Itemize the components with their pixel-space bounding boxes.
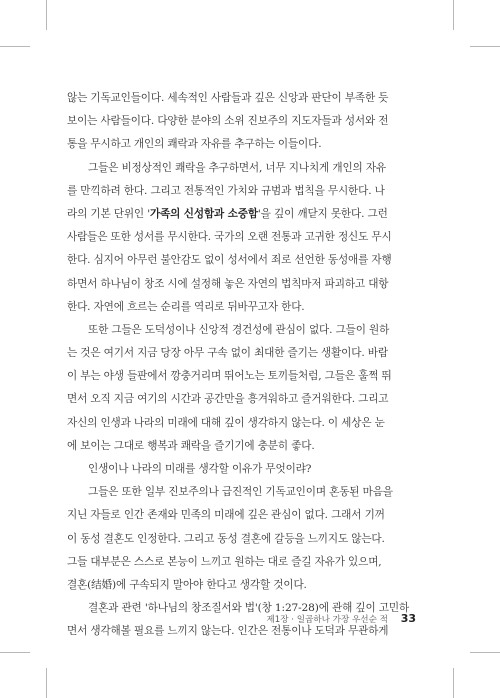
text-line: 사람들은 또한 성서를 무시한다. 국가의 오랜 전통과 고귀한 정신도 무시 xyxy=(67,231,392,244)
text-line: 통을 무시하고 개인의 쾌락과 자유를 추구하는 이들이다. xyxy=(67,138,322,151)
crop-mark-top-left-h xyxy=(0,46,30,47)
crop-mark-bottom-left-h xyxy=(0,652,30,653)
crop-mark-top-right-h xyxy=(470,46,500,47)
text-line: 한다. 심지어 아무런 불안감도 없이 성서에서 죄로 선언한 동성애를 자행 xyxy=(67,254,392,267)
text-line: 않는 기독교인들이다. 세속적인 사람들과 깊은 신앙과 판단이 부족한 듯 xyxy=(67,92,389,104)
running-head: 제1장 · 일곱하나 가장 우선순 적 xyxy=(266,615,388,625)
text-line: 면서 오직 지금 여기의 시간과 공간만을 흥겨워하고 즐거워한다. 그리고 xyxy=(67,393,389,406)
text-line: 그들은 비정상적인 쾌락을 추구하면서, 너무 지나치게 개인의 자유 xyxy=(88,161,386,174)
page-footer xyxy=(266,612,416,625)
text-line: 자신의 인생과 나라의 미래에 대해 깊이 생각하지 않는다. 이 세상은 눈 xyxy=(67,416,385,429)
crop-mark-bottom-right-v xyxy=(453,668,454,698)
text-line: 결혼(结婚)에 구속되지 말아야 한다고 생각할 것이다. xyxy=(67,578,307,591)
text-line: 하면서 하나님이 창조 시에 설정해 놓은 자연의 법칙마저 파괴하고 대항 xyxy=(67,277,389,290)
text-line: 에 보이는 그대로 행복과 쾌락을 즐기기에 충분히 좋다. xyxy=(67,439,315,452)
text-line: 결혼과 관련 '하나님의 창조질서와 법'(창 1:27-28)에 관해 깊이 고민하 xyxy=(88,602,410,615)
body-text xyxy=(67,87,437,644)
text-line: 는 것은 여기서 지금 당장 아무 구속 없이 최대한 즐기는 생활이다. 바람 xyxy=(67,347,388,360)
text-line: 그들은 또한 일부 진보주의나 급진적인 기독교인이며 혼동된 마음을 xyxy=(88,486,393,499)
text-line: 라의 기본 단위인 '가족의 신성함과 소중함'을 깊이 깨닫지 못한다. 그런 xyxy=(67,207,388,220)
text-line: 한다. 자연에 흐르는 순리를 역리로 뒤바꾸고자 한다. xyxy=(67,300,305,313)
page-number: 33 xyxy=(400,612,416,625)
crop-mark-top-left-v xyxy=(46,0,47,30)
emphasis-text: 가족의 신성함과 소중함 xyxy=(150,207,258,220)
crop-mark-bottom-left-v xyxy=(46,668,47,698)
text-line: 이 부는 야생 들판에서 깡충거리며 뛰어노는 토끼들처럼, 그들은 훌쩍 뛰 xyxy=(67,370,392,383)
text-line: 보이는 사람들이다. 다양한 분야의 소위 진보주의 지도자들과 성서와 전 xyxy=(67,115,389,128)
text-line: 인생이나 나라의 미래를 생각할 이유가 무엇이랴? xyxy=(88,463,312,475)
crop-mark-top-right-v xyxy=(453,0,454,30)
text-line: 이 동성 결혼도 인정한다. 그리고 동성 결혼에 갈등을 느끼지도 않는다. xyxy=(67,532,385,545)
text-line: 또한 그들은 도덕성이나 신앙적 경건성에 관심이 없다. 그들이 원하 xyxy=(88,323,390,336)
text-line: 를 만끽하려 한다. 그리고 전통적인 가치와 규범과 법칙을 무시한다. 나 xyxy=(67,184,385,197)
text-line: 그들 대부분은 스스로 본능이 느끼고 원하는 대로 즐길 자유가 있으며, xyxy=(67,555,382,568)
text-line: 지닌 자들로 인간 존재와 민족의 미래에 깊은 관심이 없다. 그래서 기꺼 xyxy=(67,509,385,522)
text-line: 면서 생각해볼 필요를 느끼지 않는다. 인간은 전통이나 도덕과 무관하게 xyxy=(67,625,389,638)
crop-mark-bottom-right-h xyxy=(470,652,500,653)
